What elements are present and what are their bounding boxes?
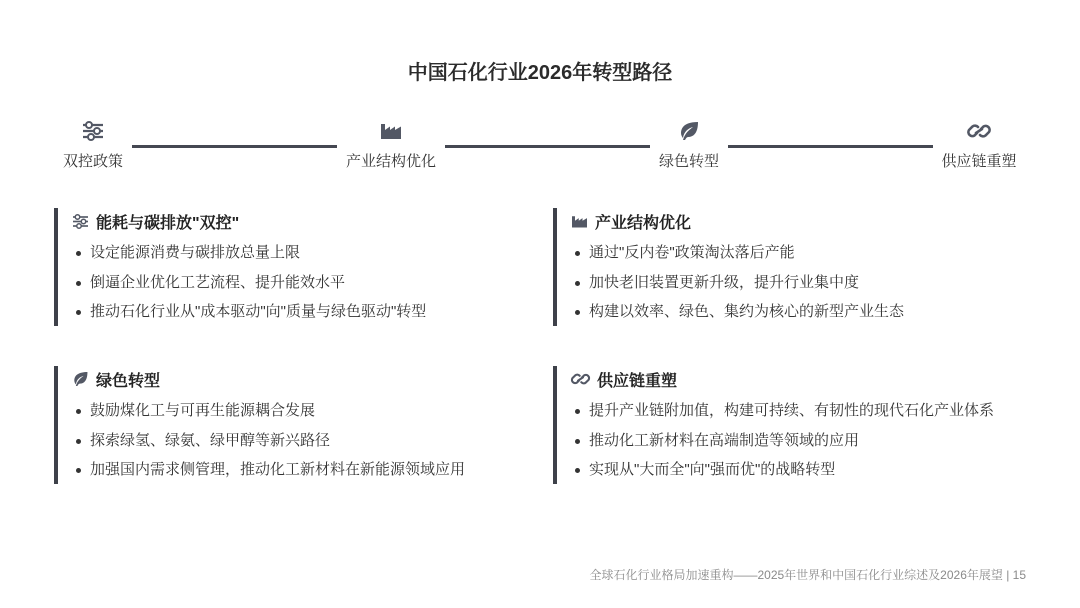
list-item: 构建以效率、绿色、集约为核心的新型产业生态	[569, 297, 1023, 327]
bullet-list	[569, 396, 1023, 485]
transition-timeline	[0, 116, 1080, 186]
card-supply-chain	[553, 366, 1023, 484]
timeline-step-label: 产业结构优化	[345, 153, 436, 170]
card-dual-control	[54, 208, 494, 326]
timeline-step-structure	[316, 116, 466, 171]
link-icon	[966, 120, 992, 142]
timeline-step-dual-control	[18, 116, 168, 171]
bullet-list	[70, 238, 494, 327]
list-item: 推动化工新材料在高端制造等领域的应用	[569, 426, 1023, 456]
timeline-step-label: 绿色转型	[658, 153, 719, 170]
card-green-transition	[54, 366, 494, 484]
page-title: 中国石化行业2026年转型路径	[407, 62, 673, 84]
card-title: 绿色转型	[96, 372, 161, 390]
sliders-icon	[72, 214, 89, 229]
list-item: 探索绿氢、绿氨、绿甲醇等新兴路径	[70, 426, 494, 456]
page-footer: 全球石化行业格局加速重构——2025年世界和中国石化行业综述及2026年展望 | 15	[589, 568, 1026, 582]
list-item: 倒逼企业优化工艺流程、提升能效水平	[70, 268, 494, 298]
factory-icon	[571, 214, 588, 229]
list-item: 加强国内需求侧管理，推动化工新材料在新能源领域应用	[70, 455, 494, 485]
list-item: 实现从"大而全"向"强而优"的战略转型	[569, 455, 1023, 485]
link-icon	[570, 370, 591, 388]
sliders-icon	[82, 121, 104, 141]
timeline-step-label: 供应链重塑	[941, 153, 1017, 170]
timeline-step-supply-chain	[904, 116, 1054, 171]
list-item: 推动石化行业从"成本驱动"向"质量与绿色驱动"转型	[70, 297, 494, 327]
list-item: 设定能源消费与碳排放总量上限	[70, 238, 494, 268]
card-title: 供应链重塑	[597, 372, 678, 390]
leaf-icon	[678, 121, 700, 141]
bullet-list	[70, 396, 494, 485]
timeline-step-label: 双控政策	[62, 153, 123, 170]
list-item: 通过"反内卷"政策淘汰落后产能	[569, 238, 1023, 268]
list-item: 加快老旧装置更新升级，提升行业集中度	[569, 268, 1023, 298]
card-title: 能耗与碳排放"双控"	[96, 214, 240, 232]
leaf-icon	[72, 371, 89, 387]
list-item: 提升产业链附加值，构建可持续、有韧性的现代石化产业体系	[569, 396, 1023, 426]
bullet-list	[569, 238, 1023, 327]
card-structure-optimization	[553, 208, 1023, 326]
factory-icon	[380, 121, 402, 141]
timeline-step-green	[614, 116, 764, 171]
list-item: 鼓励煤化工与可再生能源耦合发展	[70, 396, 494, 426]
card-title: 产业结构优化	[595, 214, 692, 232]
